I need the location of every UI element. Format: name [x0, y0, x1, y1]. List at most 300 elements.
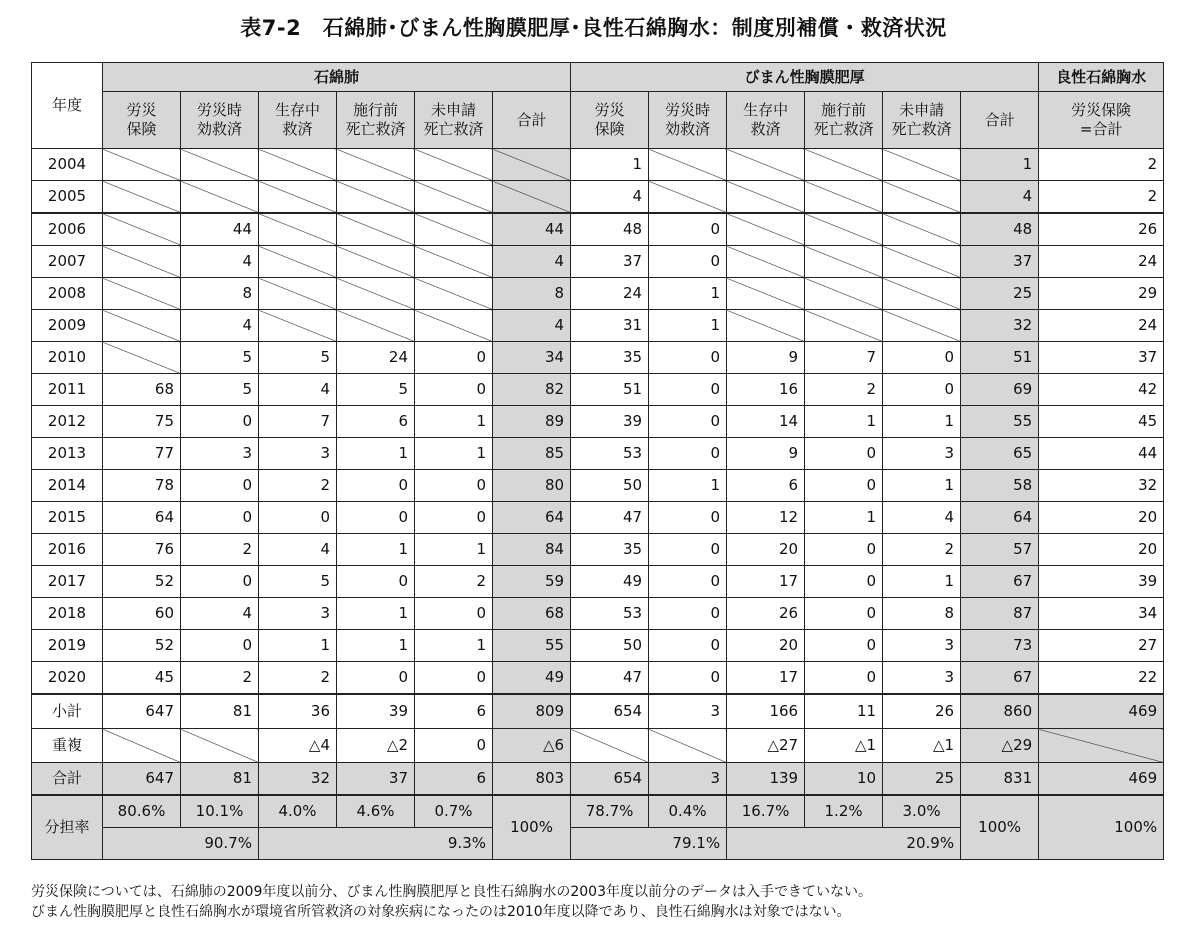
- row-label: 2004: [32, 149, 103, 181]
- row-label: 重複: [32, 729, 103, 763]
- cell: 647: [103, 694, 181, 729]
- row-label: 2010: [32, 342, 103, 374]
- cell: 5: [181, 374, 259, 406]
- share-asbestosis-workers-comp: 90.7%: [103, 828, 259, 860]
- table-row: [32, 406, 1164, 438]
- cell: 3: [883, 438, 961, 470]
- empty-slashed-cell: [883, 213, 961, 246]
- empty-slashed-cell: [805, 213, 883, 246]
- cell: 85: [493, 438, 571, 470]
- cell: 4: [259, 374, 337, 406]
- empty-slashed-cell: [181, 181, 259, 214]
- cell: 4: [571, 181, 649, 214]
- cell: 2: [181, 662, 259, 695]
- duplicate-row: [32, 729, 1164, 763]
- empty-slashed-cell: [259, 278, 337, 310]
- cell: 51: [961, 342, 1039, 374]
- table-row: [32, 598, 1164, 630]
- cell: 4: [493, 310, 571, 342]
- empty-slashed-cell: [493, 149, 571, 181]
- cell: 0: [259, 502, 337, 534]
- row-label: 2019: [32, 630, 103, 662]
- empty-slashed-cell: [415, 278, 493, 310]
- share-row-top: [32, 795, 1164, 828]
- row-label: 2005: [32, 181, 103, 214]
- table-row: [32, 246, 1164, 278]
- cell: 3: [181, 438, 259, 470]
- empty-slashed-cell: [259, 246, 337, 278]
- row-label: 2007: [32, 246, 103, 278]
- row-label: 2016: [32, 534, 103, 566]
- cell: 7: [805, 342, 883, 374]
- cell: 20: [1039, 534, 1164, 566]
- cell: 37: [571, 246, 649, 278]
- share-asbestosis-relief: 9.3%: [259, 828, 493, 860]
- cell: 0: [805, 598, 883, 630]
- empty-slashed-cell: [883, 181, 961, 214]
- row-label: 2015: [32, 502, 103, 534]
- empty-slashed-cell: [649, 729, 727, 763]
- cell: 20: [727, 630, 805, 662]
- cell: 55: [493, 630, 571, 662]
- cell: 0: [649, 502, 727, 534]
- cell: 3: [883, 630, 961, 662]
- share-cell: 16.7%: [727, 795, 805, 828]
- cell: 831: [961, 763, 1039, 796]
- cell: 1: [649, 310, 727, 342]
- table-row: [32, 149, 1164, 181]
- empty-slashed-cell: [649, 149, 727, 181]
- empty-slashed-cell: [727, 278, 805, 310]
- cell: 49: [493, 662, 571, 695]
- cell: 4: [181, 598, 259, 630]
- empty-slashed-cell: [103, 310, 181, 342]
- share-label: 分担率: [32, 795, 103, 860]
- cell: 1: [571, 149, 649, 181]
- group-benign-effusion: 良性石綿胸水: [1039, 63, 1164, 92]
- share-cell: 4.0%: [259, 795, 337, 828]
- cell: 73: [961, 630, 1039, 662]
- share-cell: 4.6%: [337, 795, 415, 828]
- cell: 37: [1039, 342, 1164, 374]
- cell: 47: [571, 662, 649, 695]
- cell: 20: [727, 534, 805, 566]
- cell: 52: [103, 630, 181, 662]
- cell: 1: [337, 534, 415, 566]
- cell: 26: [883, 694, 961, 729]
- compensation-table: [31, 62, 1164, 860]
- empty-slashed-cell: [103, 278, 181, 310]
- cell: 4: [259, 534, 337, 566]
- cell: 44: [1039, 438, 1164, 470]
- cell: 34: [1039, 598, 1164, 630]
- cell: 17: [727, 662, 805, 695]
- empty-slashed-cell: [337, 278, 415, 310]
- cell: 1: [883, 406, 961, 438]
- cell: △2: [337, 729, 415, 763]
- empty-slashed-cell: [181, 729, 259, 763]
- empty-slashed-cell: [103, 342, 181, 374]
- col-asbestosis-5: 合計: [493, 92, 571, 149]
- cell: 0: [649, 342, 727, 374]
- cell: 89: [493, 406, 571, 438]
- cell: 64: [493, 502, 571, 534]
- cell: 2: [805, 374, 883, 406]
- cell: 27: [1039, 630, 1164, 662]
- cell: 78: [103, 470, 181, 502]
- cell: 1: [337, 598, 415, 630]
- empty-slashed-cell: [337, 149, 415, 181]
- cell: 9: [727, 438, 805, 470]
- footnote-1: 労災保険については、石綿肺の2009年度以前分、びまん性胸膜肥厚と良性石綿胸水の2003年度以前分のデータは入手できていない。: [31, 884, 872, 900]
- cell: 7: [259, 406, 337, 438]
- cell: 1: [649, 278, 727, 310]
- cell: 0: [181, 406, 259, 438]
- empty-slashed-cell: [259, 149, 337, 181]
- share-cell: 0.4%: [649, 795, 727, 828]
- empty-slashed-cell: [259, 181, 337, 214]
- cell: 24: [571, 278, 649, 310]
- cell: 2: [1039, 149, 1164, 181]
- cell: 37: [337, 763, 415, 796]
- empty-slashed-cell: [805, 278, 883, 310]
- subtotal-row: [32, 694, 1164, 729]
- cell: 6: [727, 470, 805, 502]
- empty-slashed-cell: [415, 181, 493, 214]
- cell: 42: [1039, 374, 1164, 406]
- cell: 0: [415, 374, 493, 406]
- cell: 32: [1039, 470, 1164, 502]
- cell: 3: [649, 763, 727, 796]
- cell: 9: [727, 342, 805, 374]
- cell: 0: [181, 470, 259, 502]
- share-cell: 0.7%: [415, 795, 493, 828]
- cell: 39: [1039, 566, 1164, 598]
- col-pleural-3: 施行前 死亡救済: [805, 92, 883, 149]
- table-row: [32, 470, 1164, 502]
- cell: 81: [181, 763, 259, 796]
- share-cell: 3.0%: [883, 795, 961, 828]
- cell: 8: [883, 598, 961, 630]
- empty-slashed-cell: [415, 310, 493, 342]
- share-asbestosis-total: 100%: [493, 795, 571, 860]
- cell: 1: [883, 566, 961, 598]
- cell: 31: [571, 310, 649, 342]
- cell: 0: [649, 630, 727, 662]
- row-label: 2011: [32, 374, 103, 406]
- col-effusion-0: 労災保険 =合計: [1039, 92, 1164, 149]
- cell: 0: [883, 342, 961, 374]
- col-asbestosis-3: 施行前 死亡救済: [337, 92, 415, 149]
- table-row: [32, 181, 1164, 214]
- empty-slashed-cell: [103, 149, 181, 181]
- empty-slashed-cell: [337, 246, 415, 278]
- table-row: [32, 342, 1164, 374]
- cell: 1: [337, 438, 415, 470]
- cell: 0: [649, 662, 727, 695]
- cell: 50: [571, 630, 649, 662]
- col-pleural-4: 未申請 死亡救済: [883, 92, 961, 149]
- row-label: 2014: [32, 470, 103, 502]
- cell: 166: [727, 694, 805, 729]
- row-label: 2020: [32, 662, 103, 695]
- empty-slashed-cell: [415, 149, 493, 181]
- row-label: 2013: [32, 438, 103, 470]
- cell: 647: [103, 763, 181, 796]
- cell: 2: [259, 662, 337, 695]
- cell: 14: [727, 406, 805, 438]
- empty-slashed-cell: [571, 729, 649, 763]
- empty-slashed-cell: [415, 213, 493, 246]
- cell: 67: [961, 566, 1039, 598]
- table-row: [32, 374, 1164, 406]
- cell: 55: [961, 406, 1039, 438]
- cell: 654: [571, 694, 649, 729]
- cell: 12: [727, 502, 805, 534]
- empty-slashed-cell: [415, 246, 493, 278]
- cell: 48: [571, 213, 649, 246]
- cell: 80: [493, 470, 571, 502]
- cell: 35: [571, 534, 649, 566]
- cell: 26: [727, 598, 805, 630]
- row-label: 小計: [32, 694, 103, 729]
- cell: 0: [805, 662, 883, 695]
- cell: 39: [337, 694, 415, 729]
- cell: 0: [181, 630, 259, 662]
- cell: 39: [571, 406, 649, 438]
- row-label: 2018: [32, 598, 103, 630]
- cell: 6: [415, 694, 493, 729]
- empty-slashed-cell: [883, 246, 961, 278]
- cell: 4: [493, 246, 571, 278]
- cell: 1: [805, 502, 883, 534]
- empty-slashed-cell: [727, 246, 805, 278]
- cell: 0: [415, 470, 493, 502]
- cell: 51: [571, 374, 649, 406]
- cell: 2: [883, 534, 961, 566]
- share-pleural-relief: 20.9%: [727, 828, 961, 860]
- footnote-2: びまん性胸膜肥厚と良性石綿胸水が環境省所管救済の対象疾病になったのは2010年度以降であり、良性石綿胸水は対象ではない。: [31, 904, 851, 920]
- cell: 0: [649, 566, 727, 598]
- col-pleural-1: 労災時 効救済: [649, 92, 727, 149]
- cell: 29: [1039, 278, 1164, 310]
- cell: 3: [649, 694, 727, 729]
- empty-slashed-cell: [805, 246, 883, 278]
- cell: 57: [961, 534, 1039, 566]
- cell: 16: [727, 374, 805, 406]
- cell: 1: [337, 630, 415, 662]
- cell: 860: [961, 694, 1039, 729]
- cell: △1: [805, 729, 883, 763]
- cell: △6: [493, 729, 571, 763]
- cell: 32: [259, 763, 337, 796]
- cell: 64: [103, 502, 181, 534]
- cell: 11: [805, 694, 883, 729]
- cell: 24: [1039, 246, 1164, 278]
- cell: 22: [1039, 662, 1164, 695]
- empty-slashed-cell: [181, 149, 259, 181]
- cell: 0: [805, 470, 883, 502]
- cell: 20: [1039, 502, 1164, 534]
- empty-slashed-cell: [337, 310, 415, 342]
- table-row: [32, 566, 1164, 598]
- cell: 47: [571, 502, 649, 534]
- cell: 10: [805, 763, 883, 796]
- cell: 69: [961, 374, 1039, 406]
- cell: 0: [649, 598, 727, 630]
- cell: 1: [649, 470, 727, 502]
- share-cell: 78.7%: [571, 795, 649, 828]
- table-row: [32, 278, 1164, 310]
- header-column-row: [32, 92, 1164, 149]
- cell: 654: [571, 763, 649, 796]
- cell: △4: [259, 729, 337, 763]
- cell: 65: [961, 438, 1039, 470]
- cell: 48: [961, 213, 1039, 246]
- cell: 67: [961, 662, 1039, 695]
- cell: 0: [649, 213, 727, 246]
- cell: 0: [415, 502, 493, 534]
- cell: 53: [571, 598, 649, 630]
- table-title: 表7-2 石綿肺･びまん性胸膜肥厚･良性石綿胸水：制度別補償・救済状況: [240, 16, 947, 40]
- empty-slashed-cell: [259, 310, 337, 342]
- col-pleural-2: 生存中 救済: [727, 92, 805, 149]
- cell: 3: [883, 662, 961, 695]
- empty-slashed-cell: [883, 278, 961, 310]
- cell: 1: [415, 406, 493, 438]
- share-pleural-total: 100%: [961, 795, 1039, 860]
- col-asbestosis-0: 労災 保険: [103, 92, 181, 149]
- cell: △27: [727, 729, 805, 763]
- cell: 0: [805, 438, 883, 470]
- share-effusion-total: 100%: [1039, 795, 1164, 860]
- cell: 0: [337, 662, 415, 695]
- cell: 26: [1039, 213, 1164, 246]
- table-row: [32, 662, 1164, 695]
- cell: 25: [883, 763, 961, 796]
- cell: 6: [415, 763, 493, 796]
- cell: 2: [259, 470, 337, 502]
- cell: 52: [103, 566, 181, 598]
- empty-slashed-cell: [493, 181, 571, 214]
- cell: 77: [103, 438, 181, 470]
- cell: 2: [415, 566, 493, 598]
- share-pleural-workers-comp: 79.1%: [571, 828, 727, 860]
- empty-slashed-cell: [883, 310, 961, 342]
- table-row: [32, 213, 1164, 246]
- cell: 50: [571, 470, 649, 502]
- group-pleural-thickening: びまん性胸膜肥厚: [571, 63, 1039, 92]
- cell: 81: [181, 694, 259, 729]
- row-label: 2017: [32, 566, 103, 598]
- cell: 0: [337, 470, 415, 502]
- cell: 76: [103, 534, 181, 566]
- cell: 5: [259, 342, 337, 374]
- cell: 5: [181, 342, 259, 374]
- cell: 0: [649, 438, 727, 470]
- cell: 5: [337, 374, 415, 406]
- cell: 17: [727, 566, 805, 598]
- cell: 0: [181, 566, 259, 598]
- cell: 68: [493, 598, 571, 630]
- cell: 2: [1039, 181, 1164, 214]
- cell: 0: [805, 630, 883, 662]
- table-row: [32, 534, 1164, 566]
- cell: 32: [961, 310, 1039, 342]
- cell: 809: [493, 694, 571, 729]
- row-label: 2008: [32, 278, 103, 310]
- table-row: [32, 438, 1164, 470]
- cell: 4: [961, 181, 1039, 214]
- cell: 1: [415, 438, 493, 470]
- cell: 60: [103, 598, 181, 630]
- cell: 8: [493, 278, 571, 310]
- cell: 2: [181, 534, 259, 566]
- cell: △1: [883, 729, 961, 763]
- empty-slashed-cell: [805, 149, 883, 181]
- cell: 469: [1039, 763, 1164, 796]
- cell: 3: [259, 598, 337, 630]
- empty-slashed-cell: [103, 213, 181, 246]
- cell: 0: [415, 598, 493, 630]
- cell: 44: [181, 213, 259, 246]
- row-label: 2012: [32, 406, 103, 438]
- cell: 6: [337, 406, 415, 438]
- cell: 45: [1039, 406, 1164, 438]
- cell: 34: [493, 342, 571, 374]
- cell: 84: [493, 534, 571, 566]
- row-label: 2009: [32, 310, 103, 342]
- cell: 1: [883, 470, 961, 502]
- cell: 24: [337, 342, 415, 374]
- empty-slashed-cell: [259, 213, 337, 246]
- cell: 59: [493, 566, 571, 598]
- empty-slashed-cell: [1039, 729, 1164, 763]
- cell: 1: [259, 630, 337, 662]
- cell: 4: [181, 310, 259, 342]
- empty-slashed-cell: [883, 149, 961, 181]
- empty-slashed-cell: [337, 213, 415, 246]
- cell: 68: [103, 374, 181, 406]
- col-asbestosis-2: 生存中 救済: [259, 92, 337, 149]
- cell: 49: [571, 566, 649, 598]
- cell: 3: [259, 438, 337, 470]
- empty-slashed-cell: [103, 181, 181, 214]
- row-label: 合計: [32, 763, 103, 796]
- cell: △29: [961, 729, 1039, 763]
- cell: 0: [415, 342, 493, 374]
- table-row: [32, 310, 1164, 342]
- cell: 0: [649, 534, 727, 566]
- cell: 0: [883, 374, 961, 406]
- cell: 36: [259, 694, 337, 729]
- cell: 1: [415, 534, 493, 566]
- share-cell: 1.2%: [805, 795, 883, 828]
- header-group-row: [32, 63, 1164, 92]
- share-cell: 10.1%: [181, 795, 259, 828]
- col-asbestosis-4: 未申請 死亡救済: [415, 92, 493, 149]
- cell: 0: [805, 566, 883, 598]
- col-pleural-0: 労災 保険: [571, 92, 649, 149]
- cell: 4: [883, 502, 961, 534]
- empty-slashed-cell: [103, 246, 181, 278]
- cell: 45: [103, 662, 181, 695]
- cell: 64: [961, 502, 1039, 534]
- cell: 44: [493, 213, 571, 246]
- cell: 25: [961, 278, 1039, 310]
- col-asbestosis-1: 労災時 効救済: [181, 92, 259, 149]
- total-row: [32, 763, 1164, 796]
